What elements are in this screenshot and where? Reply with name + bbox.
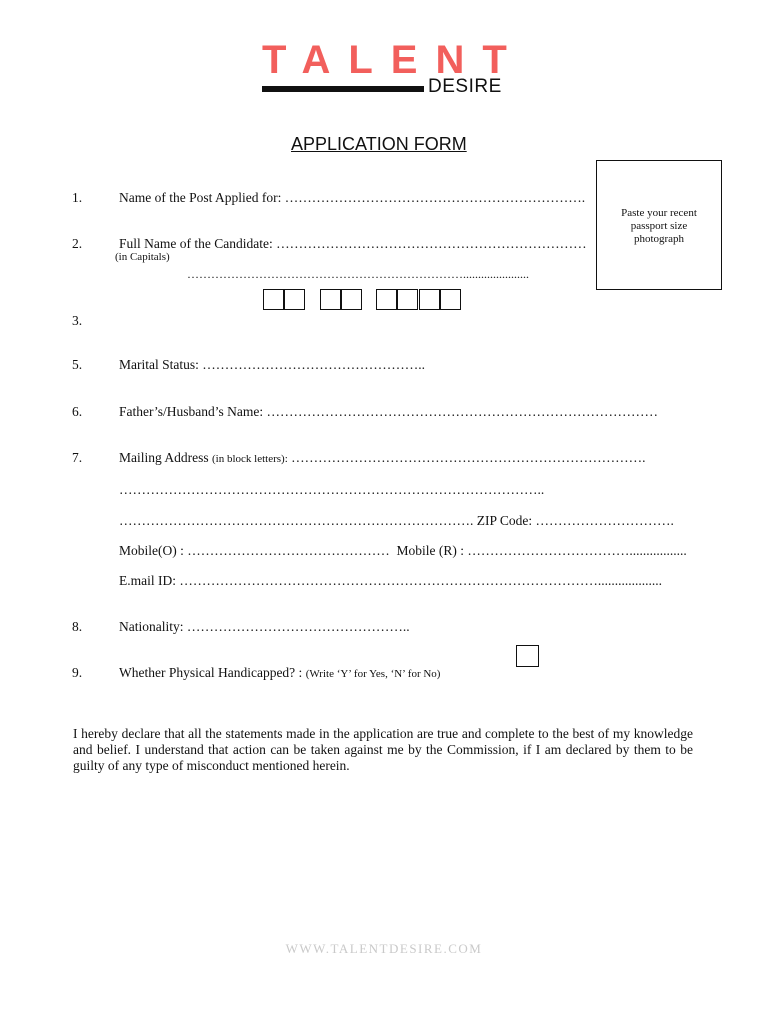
q9-note: (Write ‘Y’ for Yes, ‘N’ for No) <box>305 668 441 680</box>
name-char-box[interactable] <box>376 289 397 310</box>
q8-dotted-line[interactable]: ………………………………………….. <box>186 619 410 634</box>
q6-field[interactable] <box>119 404 658 420</box>
q6-dotted-line[interactable]: …………………………………………………………………………… <box>266 404 658 419</box>
logo-word: TALENT <box>262 38 525 82</box>
handicapped-checkbox[interactable] <box>516 645 539 667</box>
email-dotted-line[interactable]: …………………………………………………………………………………................... <box>179 573 662 588</box>
q9-field <box>119 665 440 682</box>
address-dotted-line-3[interactable]: ……………………………………………………………………. <box>119 513 474 528</box>
q2-dotted-line[interactable]: …………………………………………………………… <box>276 236 587 251</box>
mobile-office-dotted-line[interactable]: ……………………………………… <box>187 543 390 558</box>
q2-note: (in Capitals) <box>115 251 170 263</box>
name-char-box[interactable] <box>320 289 341 310</box>
q6-label: Father’s/Husband’s Name: <box>119 404 264 419</box>
q5-label: Marital Status: <box>119 357 199 372</box>
mobile-residence-label: Mobile (R) : <box>396 543 464 558</box>
footer-website: WWW.TALENTDESIRE.COM <box>285 941 483 956</box>
mobile-residence-dotted-line[interactable]: ………………………………................. <box>467 543 687 558</box>
q2-label: Full Name of the Candidate: <box>119 236 273 251</box>
q7-dotted-line[interactable]: ……………………………………………………………………. <box>291 450 646 465</box>
zip-dotted-line[interactable]: …………………………. <box>535 513 674 528</box>
q9-number: 9. <box>72 665 83 680</box>
q6-number: 6. <box>72 404 83 419</box>
q7-label: Mailing Address <box>119 450 209 465</box>
q8-field[interactable] <box>119 619 410 635</box>
email-row[interactable] <box>119 573 662 589</box>
q5-number: 5. <box>72 357 83 372</box>
declaration-text: I hereby declare that all the statements made in the application are true and complete to the best of my knowledge and belief. I understand that action can be taken against me by the Commission, if I am declared by them to be guilty of any type of misconduct mentioned herein. <box>73 726 693 773</box>
mobile-office-label: Mobile(O) : <box>119 543 184 558</box>
mobile-row[interactable] <box>119 543 687 559</box>
form-title: APPLICATION FORM <box>291 134 467 154</box>
name-char-box[interactable] <box>341 289 362 310</box>
name-char-box[interactable] <box>284 289 305 310</box>
q8-number: 8. <box>72 619 83 634</box>
q1-number: 1. <box>72 190 83 205</box>
name-char-box[interactable] <box>419 289 440 310</box>
q7-field[interactable] <box>119 450 646 467</box>
name-char-box[interactable] <box>440 289 461 310</box>
logo-subtitle: DESIRE <box>428 76 502 97</box>
q2-dotted-line-2[interactable]: ……………………………………………………………...................... <box>187 267 529 281</box>
q7-number: 7. <box>72 450 83 465</box>
q8-label: Nationality: <box>119 619 184 634</box>
zip-label: ZIP Code: <box>476 513 533 528</box>
q9-label: Whether Physical Handicapped? : <box>119 665 303 680</box>
q1-label: Name of the Post Applied for: <box>119 190 282 205</box>
email-label: E.mail ID: <box>119 573 176 588</box>
q2-number: 2. <box>72 236 83 251</box>
q7-label-note: (in block letters): <box>212 453 288 465</box>
q3-number: 3. <box>72 313 83 328</box>
logo-underline-bar <box>262 86 424 92</box>
q1-field[interactable] <box>119 190 585 206</box>
photo-box-text: Paste your recent passport size photograph <box>621 207 697 245</box>
q5-field[interactable] <box>119 357 425 373</box>
name-char-box[interactable] <box>397 289 418 310</box>
address-dotted-line-2[interactable]: ………………………………………………………………………………….. <box>119 482 545 497</box>
photo-box <box>596 160 722 290</box>
name-char-box[interactable] <box>263 289 284 310</box>
q5-dotted-line[interactable]: ………………………………………….. <box>202 357 425 372</box>
address-line-3[interactable] <box>119 513 674 529</box>
q1-dotted-line[interactable]: …………………………………………………………. <box>284 190 586 205</box>
q2-field[interactable] <box>119 236 587 252</box>
